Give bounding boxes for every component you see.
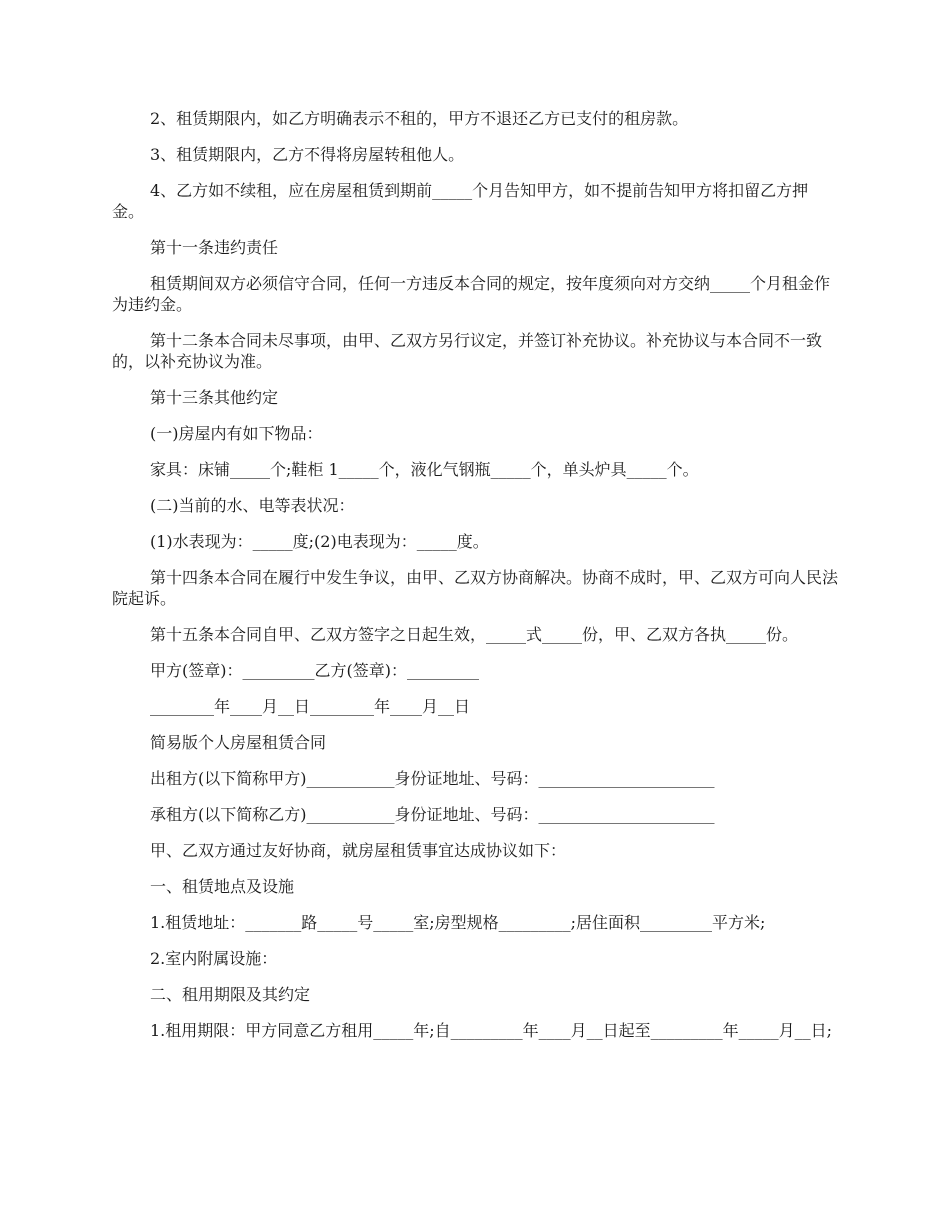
section-1-facilities: 2.室内附属设施： <box>150 949 278 968</box>
lessor-line: 出租方(以下简称甲方)___________身份证地址、号码：______________________ <box>150 769 715 788</box>
clause-10-item-2: 2、租赁期限内，如乙方明确表示不租的，甲方不退还乙方已支付的租房款。 <box>150 109 689 128</box>
clause-10-item-4: 4、乙方如不续租，应在房屋租赁到期前_____个月告知甲方，如不提前告知甲方将扣留乙方押金。 <box>112 181 809 221</box>
section-2-heading: 二、租用期限及其约定 <box>150 985 311 1004</box>
clause-10-item-3: 3、租赁期限内，乙方不得将房屋转租他人。 <box>150 145 465 164</box>
clause-13-furniture: 家具：床铺_____个;鞋柜 1_____个，液化气钢瓶_____个，单头炉具_____个。 <box>150 460 699 479</box>
clause-13-meters: (1)水表现为：_____度;(2)电表现为：_____度。 <box>150 532 489 551</box>
date-line: ________年____月__日________年____月__日 <box>150 697 471 716</box>
clause-11-heading: 第十一条违约责任 <box>150 238 279 257</box>
contract-title: 简易版个人房屋租赁合同 <box>150 733 327 752</box>
clause-12: 第十二条本合同未尽事项，由甲、乙双方另行议定，并签订补充协议。补充协议与本合同不一致的，以补充协议为准。 <box>112 331 823 371</box>
lessee-line: 承租方(以下简称乙方)___________身份证地址、号码：______________________ <box>150 805 715 824</box>
agreement-intro: 甲、乙双方通过友好协商，就房屋租赁事宜达成协议如下： <box>150 841 567 860</box>
clause-15: 第十五条本合同自甲、乙双方签字之日起生效，_____式_____份，甲、乙双方各执_____份。 <box>150 625 799 644</box>
document-page <box>112 108 840 1056</box>
section-2-term: 1.租用期限：甲方同意乙方租用_____年;自_________年____月__日起至_________年_____月__日; <box>150 1021 833 1040</box>
signature-line: 甲方(签章)：_________乙方(签章)：_________ <box>150 661 479 680</box>
clause-13-section-2: (二)当前的水、电等表状况： <box>150 496 355 515</box>
section-1-address: 1.租赁地址：_______路_____号_____室;房型规格_________;居住面积_________平方米; <box>150 913 766 932</box>
clause-11-body: 租赁期间双方必须信守合同，任何一方违反本合同的规定，按年度须向对方交纳_____个月租金作为违约金。 <box>112 274 831 314</box>
clause-13-section-1: (一)房屋内有如下物品： <box>150 424 323 443</box>
clause-13-heading: 第十三条其他约定 <box>150 388 279 407</box>
section-1-heading: 一、租赁地点及设施 <box>150 877 295 896</box>
clause-14: 第十四条本合同在履行中发生争议，由甲、乙双方协商解决。协商不成时，甲、乙双方可向人民法院起诉。 <box>112 568 839 608</box>
